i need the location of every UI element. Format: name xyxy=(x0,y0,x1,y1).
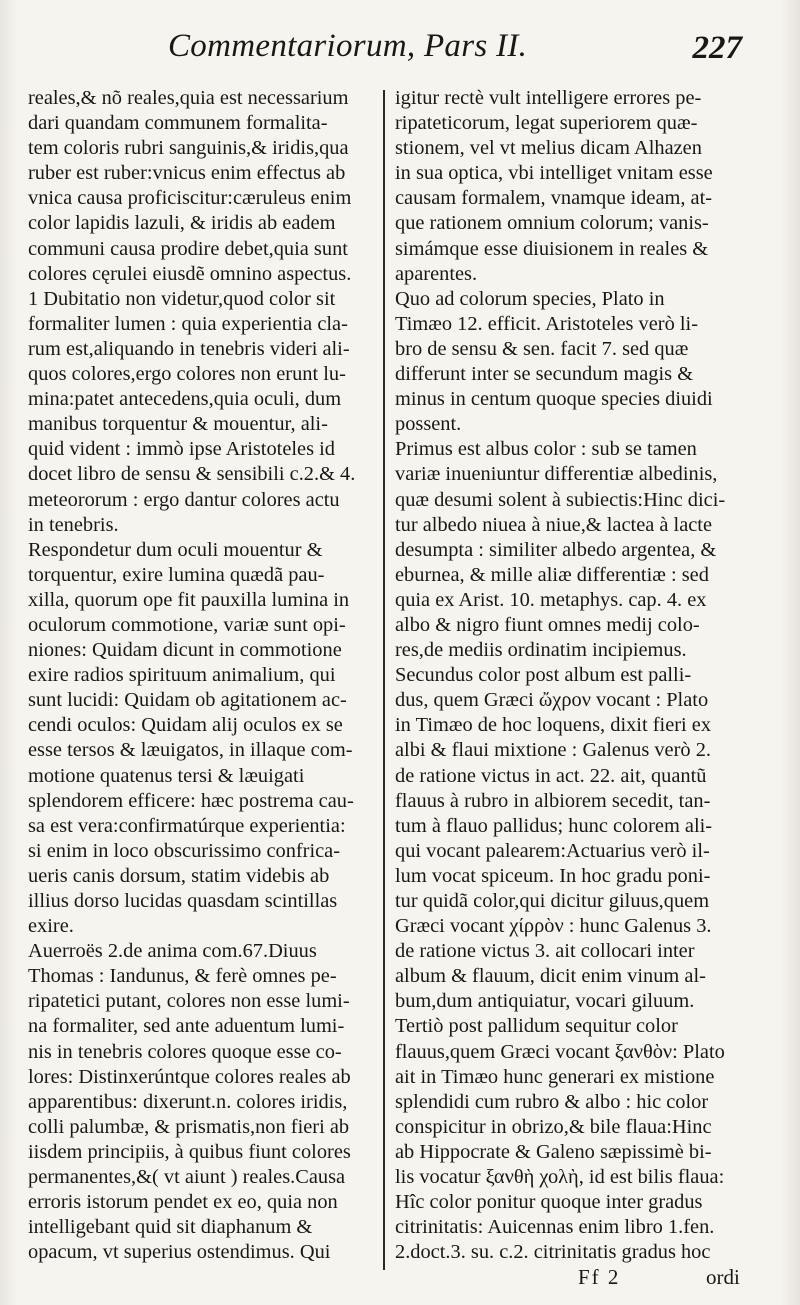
text-line: bro de sensu & sen. facit 7. sed quæ xyxy=(395,337,689,360)
text-line: quos colores,ergo colores non erunt lu- xyxy=(28,363,346,386)
text-line: meteororum : ergo dantur colores actu xyxy=(28,488,340,511)
text-line: differunt inter se secundum magis & xyxy=(395,363,694,386)
text-line: rum est,aliquando in tenebris videri ali- xyxy=(28,337,350,360)
text-line: Hîc color ponitur quoque inter gradus xyxy=(395,1191,703,1214)
text-line: splendorem efficere: hæc postrema cau- xyxy=(28,789,354,812)
text-line: simámque esse diuisionem in reales & xyxy=(395,237,709,260)
text-line: conspicitur in obrizo,& bile flaua:Hinc xyxy=(395,1115,712,1138)
text-line: permanentes,&( vt aiunt ) reales.Causa xyxy=(28,1166,346,1189)
text-line: Tertiò post pallidum sequitur color xyxy=(395,1015,678,1038)
text-line: variæ inueniuntur differentiæ albedinis, xyxy=(395,463,718,486)
text-line: exire radios spirituum animalium, qui xyxy=(28,664,336,687)
text-line: Primus est albus color : sub se tamen xyxy=(395,438,697,461)
text-line: tur albedo niuea à niue,& lactea à lacte xyxy=(395,513,713,536)
text-line: aparentes. xyxy=(395,262,478,285)
text-line: de ratione victus 3. ait collocari inter xyxy=(395,940,695,963)
text-line: citrinitatis: Auicennas enim libro 1.fen. xyxy=(395,1216,715,1239)
text-line: eburnea, & mille aliæ differentiæ : sed xyxy=(395,563,709,586)
text-line: ripatetici putant, colores non esse lumi- xyxy=(28,990,350,1013)
text-line: iisdem principiis, à quibus fiunt colores xyxy=(28,1140,351,1163)
page-header xyxy=(0,18,800,78)
text-line: oculorum commotione, variæ sunt opi- xyxy=(28,613,346,636)
text-line: reales,& nõ reales,quia est necessarium xyxy=(28,87,349,109)
text-line: 1 Dubitatio non videtur,quod color sit xyxy=(28,287,336,310)
text-line: vnica causa proficiscitur:cæruleus enim xyxy=(28,187,352,210)
text-line: in tenebris. xyxy=(28,513,119,536)
text-line: Respondetur dum oculi mouentur & xyxy=(28,538,323,561)
text-line: intelligebant quid sit diaphanum & xyxy=(28,1216,313,1239)
text-line: ab Hippocrate & Galeno sæpissimè bi- xyxy=(395,1140,712,1163)
text-line: sunt lucidi: Quidam ob agitationem ac- xyxy=(28,689,347,712)
text-line: igitur rectè vult intelligere errores pe- xyxy=(395,87,702,109)
running-title: Commentariorum, Pars II. xyxy=(168,28,528,64)
column-divider xyxy=(383,90,385,1270)
text-line: exire. xyxy=(28,915,74,938)
text-line: cendi oculos: Quidam alij oculos ex se xyxy=(28,714,343,737)
text-line: albi & flaui mixtione : Galenus verò 2. xyxy=(395,739,711,762)
text-line: ruber est ruber:vnicus enim effectus ab xyxy=(28,162,346,185)
text-line: motione quatenus tersi & læuigati xyxy=(28,764,305,787)
text-line: illius dorso lucidas quasdam scintillas xyxy=(28,890,338,912)
text-line: minus in centum quoque species diuidi xyxy=(395,388,713,411)
text-line: in sua optica, vbi intelliget vnitam esse xyxy=(395,162,713,185)
text-line: Timæo 12. efficit. Aristoteles verò li- xyxy=(395,312,699,335)
text-line: sa est vera:confirmatúrque experientia: xyxy=(28,814,346,837)
text-line: nis in tenebris colores quoque esse co- xyxy=(28,1040,342,1063)
text-line: apparentibus: dixerunt.n. colores iridis, xyxy=(28,1090,348,1113)
text-line: color lapidis lazuli, & iridis ab eadem xyxy=(28,212,336,235)
catchword: ordi xyxy=(706,1265,740,1289)
right-text-column xyxy=(395,86,755,1265)
text-line: lores: Distinxerúntque colores reales ab xyxy=(28,1065,351,1088)
text-line: albo & nigro fiunt omnes medij colo- xyxy=(395,613,700,636)
text-line: in Timæo de hoc loquens, dixit fieri ex xyxy=(395,714,712,737)
text-line: tur quidã color,qui dicitur giluus,quem xyxy=(395,890,710,912)
text-line: stionem, vel vt melius dicam Alhazen xyxy=(395,137,702,160)
text-line: colores cęrulei eiusdẽ omnino aspectus. xyxy=(28,262,352,285)
text-line: na formaliter, sed ante aduentum lumi- xyxy=(28,1015,345,1038)
text-line: ueris canis dorsum, statim videbis ab xyxy=(28,864,330,887)
text-line: qui vocant palearem:Actuarius verò il- xyxy=(395,839,710,862)
text-line: si enim in loco obscurissimo confrica- xyxy=(28,839,341,862)
text-line: Græci vocant χίρρὸν : hunc Galenus 3. xyxy=(395,915,712,938)
text-line: ait in Timæo hunc generari ex mistione xyxy=(395,1065,715,1088)
text-line: lum vocat spiceum. In hoc gradu poni- xyxy=(395,864,711,887)
text-line: erroris istorum pendet ex eo, quia non xyxy=(28,1191,338,1214)
text-line: xilla, quorum ope fit pauxilla lumina in xyxy=(28,588,350,611)
text-line: Auerroës 2.de anima com.67.Diuus xyxy=(28,940,317,963)
text-line: que rationem omnium colorum; vanis- xyxy=(395,212,709,235)
text-line: 2.doct.3. su. c.2. citrinitatis gradus hoc xyxy=(395,1241,711,1264)
text-line: formaliter lumen : quia experientia cla- xyxy=(28,312,348,335)
text-line: opacum, vt superius ostendimus. Qui xyxy=(28,1241,331,1264)
text-line: desumpta : similiter albedo argentea, & xyxy=(395,538,717,561)
text-line: quæ desumi solent à subiectis:Hinc dici- xyxy=(395,488,726,511)
text-line: dari quandam communem formalita- xyxy=(28,112,328,135)
text-line: res,de mediis ordinatim incipiemus. xyxy=(395,639,687,662)
text-line: dus, quem Græci ὤχρον vocant : Plato xyxy=(395,689,709,712)
text-line: quid vident : immò ipse Aristoteles id xyxy=(28,438,335,461)
text-line: tem coloris rubri sanguinis,& iridis,qua xyxy=(28,137,349,160)
text-line: flauus,quem Græci vocant ξανθὸν: Plato xyxy=(395,1040,725,1063)
text-line: quia ex Arist. 10. metaphys. cap. 4. ex xyxy=(395,588,707,611)
page-number: 227 xyxy=(692,30,742,66)
text-line: Secundus color post album est palli- xyxy=(395,664,692,687)
text-line: splendidi cum rubro & albo : hic color xyxy=(395,1090,709,1113)
text-line: bum,dum antiquiatur, vocari giluum. xyxy=(395,990,695,1013)
text-line: Quo ad colorum species, Plato in xyxy=(395,287,665,310)
text-line: flauus à rubro in albiorem secedit, tan- xyxy=(395,789,711,812)
text-line: esse tersos & læuigatos, in illaque com- xyxy=(28,739,353,762)
text-line: docet libro de sensu & sensibili c.2.& 4. xyxy=(28,463,356,486)
left-text-column xyxy=(28,86,376,1265)
text-line: ripateticorum, legat superiorem quæ- xyxy=(395,112,698,135)
text-line: manibus torquentur & mouentur, ali- xyxy=(28,413,328,436)
text-line: album & flauum, dicit enim vinum al- xyxy=(395,965,706,988)
text-line: causam formalem, vnamque ideam, at- xyxy=(395,187,713,210)
text-line: niones: Quidam dicunt in commotione xyxy=(28,639,342,662)
signature-mark: Ff 2 xyxy=(578,1265,621,1289)
text-line: Thomas : Iandunus, & ferè omnes pe- xyxy=(28,965,337,988)
text-line: de ratione victus in act. 22. ait, quantũ xyxy=(395,764,707,787)
text-line: lis vocatur ξανθὴ χολὴ, id est bilis flaua: xyxy=(395,1166,725,1189)
text-line: possent. xyxy=(395,413,462,436)
text-line: colli palumbæ, & prismatis,non fieri ab xyxy=(28,1115,350,1138)
text-line: mina:patet antecedens,quia oculi, dum xyxy=(28,388,342,411)
text-line: communi causa prodire debet,quia sunt xyxy=(28,237,348,260)
text-line: torquentur, exire lumina quædã pau- xyxy=(28,563,325,586)
text-line: tum à flauo pallidus; hunc colorem ali- xyxy=(395,814,713,837)
